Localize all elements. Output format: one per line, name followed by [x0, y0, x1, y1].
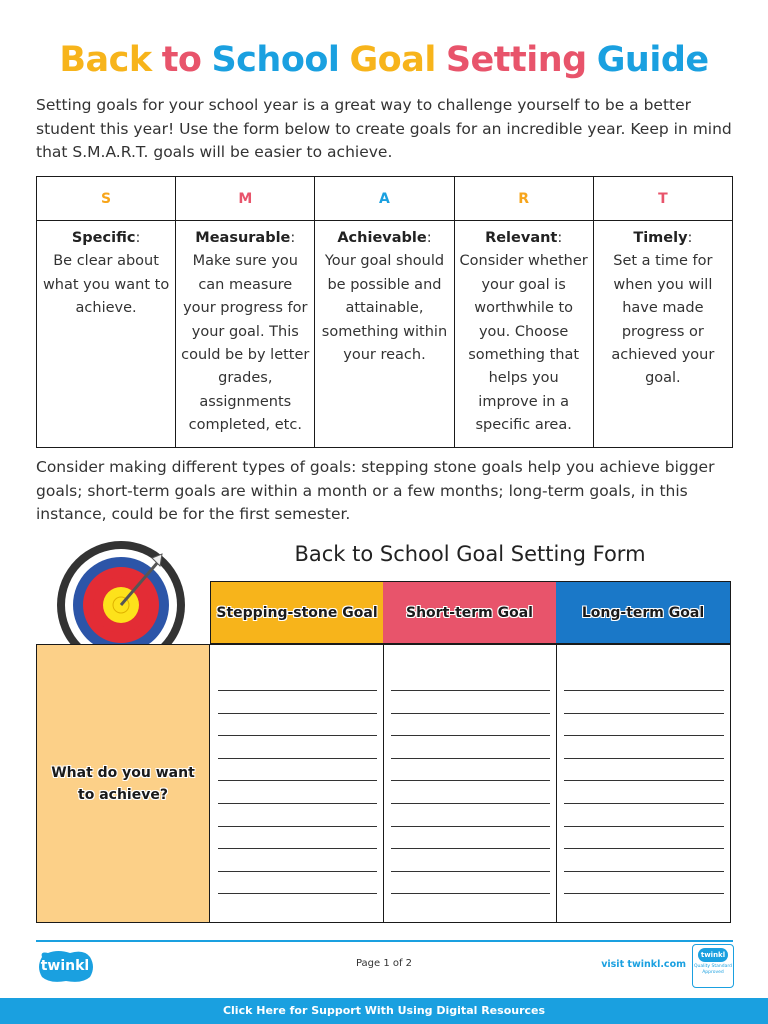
visit-link[interactable]: visit twinkl.com [601, 959, 686, 970]
quality-badge [692, 944, 734, 988]
writing-line [391, 758, 550, 759]
writing-line [564, 758, 724, 759]
title-word: Back [59, 40, 152, 80]
writing-line [564, 826, 724, 827]
writing-line [564, 871, 724, 872]
smart-cell-measurable: Measurable: Make sure you can measure your progress for your goal. This could be by letter grades, assignments completed, etc. [176, 221, 315, 448]
goal-types-paragraph: Consider making different types of goals: stepping stone goals help you achieve bigger goals; short-term goals are within a month or a few months; long-term goals, in this instance, could be for the first semester. [36, 458, 715, 523]
header-short-term-goal: Short-term Goal [383, 581, 557, 644]
writing-line [218, 893, 377, 894]
page-number: Page 1 of 2 [355, 958, 413, 969]
title-word: Goal [349, 40, 436, 80]
smart-term: Achievable [337, 230, 427, 246]
smart-desc: Make sure you can measure your progress for your goal. This could be by letter grades, assignments completed, etc. [181, 253, 310, 434]
smart-cell-timely: Timely: Set a time for when you will have made progress or achieved your goal. [593, 221, 732, 448]
writing-line [391, 690, 550, 691]
writing-line [218, 848, 377, 849]
header-stepping-stone-goal: Stepping-stone Goal [210, 581, 384, 644]
writing-line [218, 871, 377, 872]
writing-line [391, 893, 550, 894]
writing-line [391, 871, 550, 872]
title-word: School [211, 40, 340, 80]
title-word: Setting [445, 40, 587, 80]
writing-line [391, 780, 550, 781]
writing-line [218, 713, 377, 714]
smart-desc: Be clear about what you want to achieve. [42, 253, 170, 317]
footer-divider [36, 940, 733, 942]
writing-line [218, 803, 377, 804]
smart-desc: Consider whether your goal is worthwhile to you. Choose something that helps you improve in a specific area. [459, 253, 588, 434]
smart-letter-row [37, 177, 733, 221]
stepping-stone-goal-field[interactable] [210, 644, 384, 923]
writing-line [564, 803, 724, 804]
smart-table [36, 176, 733, 448]
writing-line [564, 690, 724, 691]
writing-line [218, 758, 377, 759]
title-word: to [161, 40, 202, 80]
writing-line [218, 780, 377, 781]
title-word: Guide [596, 40, 709, 80]
smart-cell-specific: Specific: Be clear about what you want to achieve. [37, 221, 176, 448]
writing-line [391, 803, 550, 804]
writing-line [218, 826, 377, 827]
twinkl-logo-text: twinkl [40, 958, 90, 974]
smart-term: Specific [71, 230, 136, 246]
writing-line [391, 826, 550, 827]
writing-line [391, 735, 550, 736]
writing-line [564, 713, 724, 714]
smart-letter-s: S [37, 177, 176, 221]
smart-desc: Your goal should be possible and attainable, something within your reach. [321, 253, 448, 364]
smart-letter-t: T [593, 177, 732, 221]
writing-line [391, 848, 550, 849]
writing-line [564, 848, 724, 849]
digital-resources-support-link[interactable]: Click Here for Support With Using Digital Resources [0, 998, 768, 1024]
smart-desc-row [37, 221, 733, 448]
smart-term: Relevant [485, 230, 558, 246]
writing-line [564, 735, 724, 736]
writing-line [218, 690, 377, 691]
row-label-what-to-achieve: What do you want to achieve? [36, 644, 210, 923]
smart-term: Timely [633, 230, 688, 246]
form-title: Back to School Goal Setting Form [294, 542, 646, 566]
smart-cell-relevant: Relevant: Consider whether your goal is worthwhile to you. Choose something that helps you improve in a specific area. [454, 221, 593, 448]
writing-line [218, 735, 377, 736]
writing-line [391, 713, 550, 714]
badge-logo: twinkl [698, 948, 728, 962]
header-long-term-goal: Long-term Goal [556, 581, 731, 644]
smart-letter-r: R [454, 177, 593, 221]
smart-letter-m: M [176, 177, 315, 221]
badge-text: Quality Standard Approved [694, 964, 732, 975]
long-term-goal-field[interactable] [556, 644, 731, 923]
smart-term: Measurable [195, 230, 291, 246]
smart-cell-achievable: Achievable: Your goal should be possible and attainable, something within your reach. [315, 221, 454, 448]
short-term-goal-field[interactable] [383, 644, 557, 923]
writing-line [564, 893, 724, 894]
writing-line [564, 780, 724, 781]
intro-paragraph: Setting goals for your school year is a great way to challenge yourself to be a better student this year! Use the form below to create goals for an incredible year. Keep in mind that S.M.A.R.T. goals will be easier to achieve. [36, 96, 732, 161]
smart-letter-a: A [315, 177, 454, 221]
page-title [0, 40, 768, 80]
smart-desc: Set a time for when you will have made progress or achieved your goal. [611, 253, 715, 387]
